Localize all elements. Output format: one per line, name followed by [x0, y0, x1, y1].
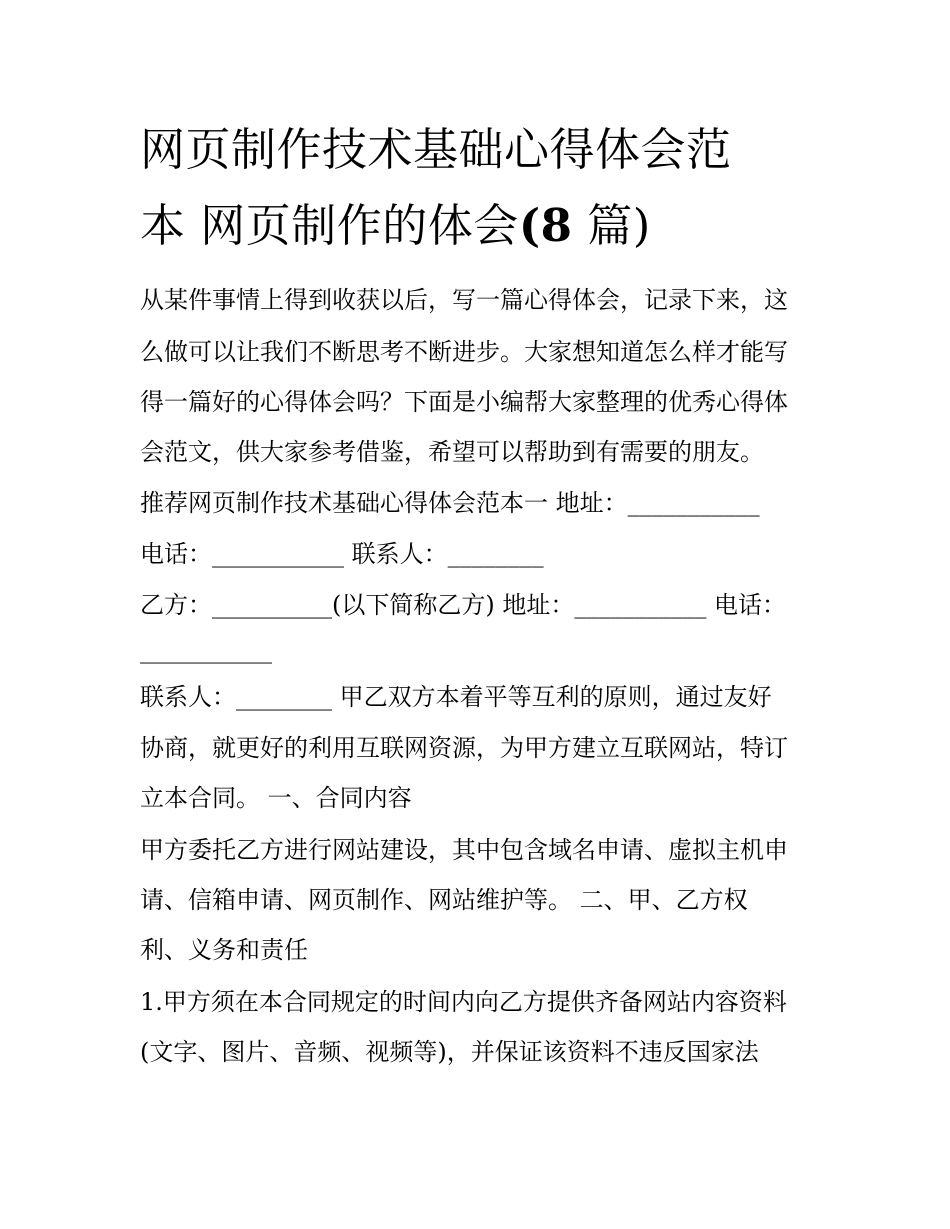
body-line-16: (文字、图片、音频、视频等)，并保证该资料不违反国家法 — [140, 1038, 759, 1066]
title-line-2-count: (8 — [518, 199, 573, 252]
body-line-14: 利、义务和责任 — [140, 936, 308, 964]
body-line-9: 联系人：________ 甲乙双方本着平等互利的原则，通过友好 — [140, 683, 772, 711]
body-line-4: 会范文，供大家参考借鉴，希望可以帮助到有需要的朋友。 — [140, 438, 764, 466]
document-title — [140, 112, 820, 264]
body-line-12: 甲方委托乙方进行网站建设，其中包含域名申请、虚拟主机申 — [140, 836, 788, 864]
body-line-1: 从某件事情上得到收获以后，写一篇心得体会，记录下来，这 — [140, 286, 788, 314]
body-line-2: 么做可以让我们不断思考不断进步。大家想知道怎么样才能写 — [140, 338, 788, 366]
title-line-2-unit: 篇) — [572, 199, 651, 252]
body-line-5: 推荐网页制作技术基础心得体会范本一 地址：___________ — [140, 489, 760, 517]
title-line-2-text: 本 网页制作的体会 — [140, 199, 519, 252]
body-line-6: 电话：___________ 联系人：________ — [140, 540, 544, 568]
title-line-1: 网页制作技术基础心得体会范 — [140, 123, 732, 176]
body-line-15: 1.甲方须在本合同规定的时间内向乙方提供齐备网站内容资料 — [140, 988, 787, 1016]
body-line-7: 乙方：__________(以下简称乙方) 地址：___________ 电话： — [140, 591, 786, 619]
body-line-11: 立本合同。 一、合同内容 — [140, 784, 412, 812]
body-line-13: 请、信箱申请、网页制作、网站维护等。 二、甲、乙方权 — [140, 886, 748, 914]
body-line-10: 协商，就更好的利用互联网资源，为甲方建立互联网站，特订 — [140, 734, 788, 762]
body-line-3: 得一篇好的心得体会吗？下面是小编帮大家整理的优秀心得体 — [140, 388, 788, 416]
body-line-8: ___________ — [140, 636, 272, 664]
